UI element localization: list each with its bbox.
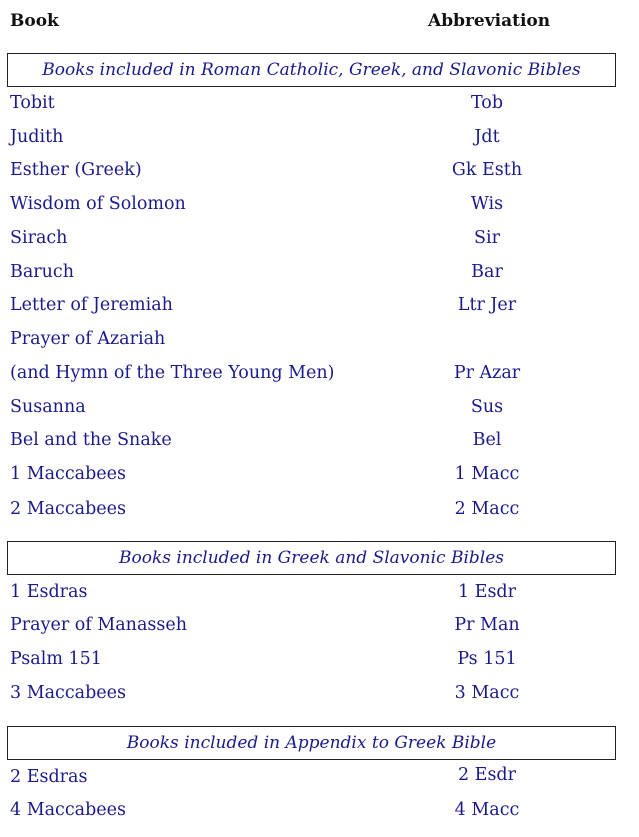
table-row bbox=[0, 615, 639, 649]
book-abbreviation: Bel bbox=[472, 430, 502, 450]
book-abbreviation: Jdt bbox=[474, 127, 500, 147]
book-name: Prayer of Azariah bbox=[10, 329, 166, 349]
book-abbreviation: Pr Man bbox=[454, 615, 520, 635]
book-abbreviation: 1 Esdr bbox=[457, 582, 517, 602]
book-abbreviation: 4 Macc bbox=[454, 800, 520, 820]
book-abbreviation: Ltr Jer bbox=[457, 295, 517, 315]
table-row bbox=[0, 683, 639, 717]
book-name: 3 Maccabees bbox=[10, 683, 126, 703]
book-abbreviation: Sir bbox=[474, 228, 500, 248]
table-row bbox=[0, 397, 639, 431]
book-abbreviation: Sus bbox=[470, 397, 504, 417]
table-row bbox=[0, 363, 639, 397]
table-row bbox=[0, 93, 639, 127]
table-row bbox=[0, 800, 639, 834]
book-abbreviation: 2 Esdr bbox=[457, 765, 517, 785]
section-title: Books included in Roman Catholic, Greek, and Slavonic Bibles bbox=[42, 60, 581, 80]
table-row bbox=[0, 194, 639, 228]
table-row bbox=[0, 295, 639, 329]
book-abbreviation: Pr Azar bbox=[453, 363, 521, 383]
book-name: (and Hymn of the Three Young Men) bbox=[10, 363, 335, 383]
book-name: Esther (Greek) bbox=[10, 160, 142, 180]
book-name: 1 Esdras bbox=[10, 582, 88, 602]
book-name: 2 Maccabees bbox=[10, 499, 126, 519]
book-name: Bel and the Snake bbox=[10, 430, 172, 450]
book-name: 2 Esdras bbox=[10, 767, 88, 787]
book-name: 4 Maccabees bbox=[10, 800, 126, 820]
section-header-roman-catholic bbox=[7, 53, 616, 87]
book-abbreviation: Tob bbox=[470, 93, 504, 113]
section-header-greek-slavonic bbox=[7, 541, 616, 575]
column-header-abbreviation: Abbreviation bbox=[428, 11, 551, 31]
section-header-appendix bbox=[7, 726, 616, 760]
table-header bbox=[0, 0, 639, 44]
book-abbreviation: 1 Macc bbox=[454, 464, 520, 484]
table-row bbox=[0, 767, 639, 801]
table-row bbox=[0, 127, 639, 161]
book-name: Psalm 151 bbox=[10, 649, 102, 669]
book-name: Susanna bbox=[10, 397, 86, 417]
table-row bbox=[0, 464, 639, 498]
table-row bbox=[0, 649, 639, 683]
book-abbreviation: Wis bbox=[470, 194, 504, 214]
book-name: 1 Maccabees bbox=[10, 464, 126, 484]
table-row bbox=[0, 262, 639, 296]
book-name: Tobit bbox=[10, 93, 55, 113]
table-row bbox=[0, 160, 639, 194]
book-abbreviation: Ps 151 bbox=[457, 649, 517, 669]
book-name: Sirach bbox=[10, 228, 68, 248]
book-name: Letter of Jeremiah bbox=[10, 295, 173, 315]
book-name: Prayer of Manasseh bbox=[10, 615, 187, 635]
book-abbreviation: Gk Esth bbox=[451, 160, 523, 180]
column-header-book: Book bbox=[10, 11, 59, 31]
book-name: Baruch bbox=[10, 262, 75, 282]
book-abbreviation: 3 Macc bbox=[454, 683, 520, 703]
book-abbreviation: 2 Macc bbox=[454, 499, 520, 519]
table-row bbox=[0, 228, 639, 262]
book-name: Wisdom of Solomon bbox=[10, 194, 186, 214]
table-row bbox=[0, 582, 639, 616]
section-title: Books included in Appendix to Greek Bible bbox=[126, 733, 497, 753]
section-title: Books included in Greek and Slavonic Bibles bbox=[118, 548, 504, 568]
table-row bbox=[0, 430, 639, 464]
table-row bbox=[0, 329, 639, 363]
book-abbreviation: Bar bbox=[471, 262, 503, 282]
book-name: Judith bbox=[10, 127, 64, 147]
table-row bbox=[0, 499, 639, 533]
